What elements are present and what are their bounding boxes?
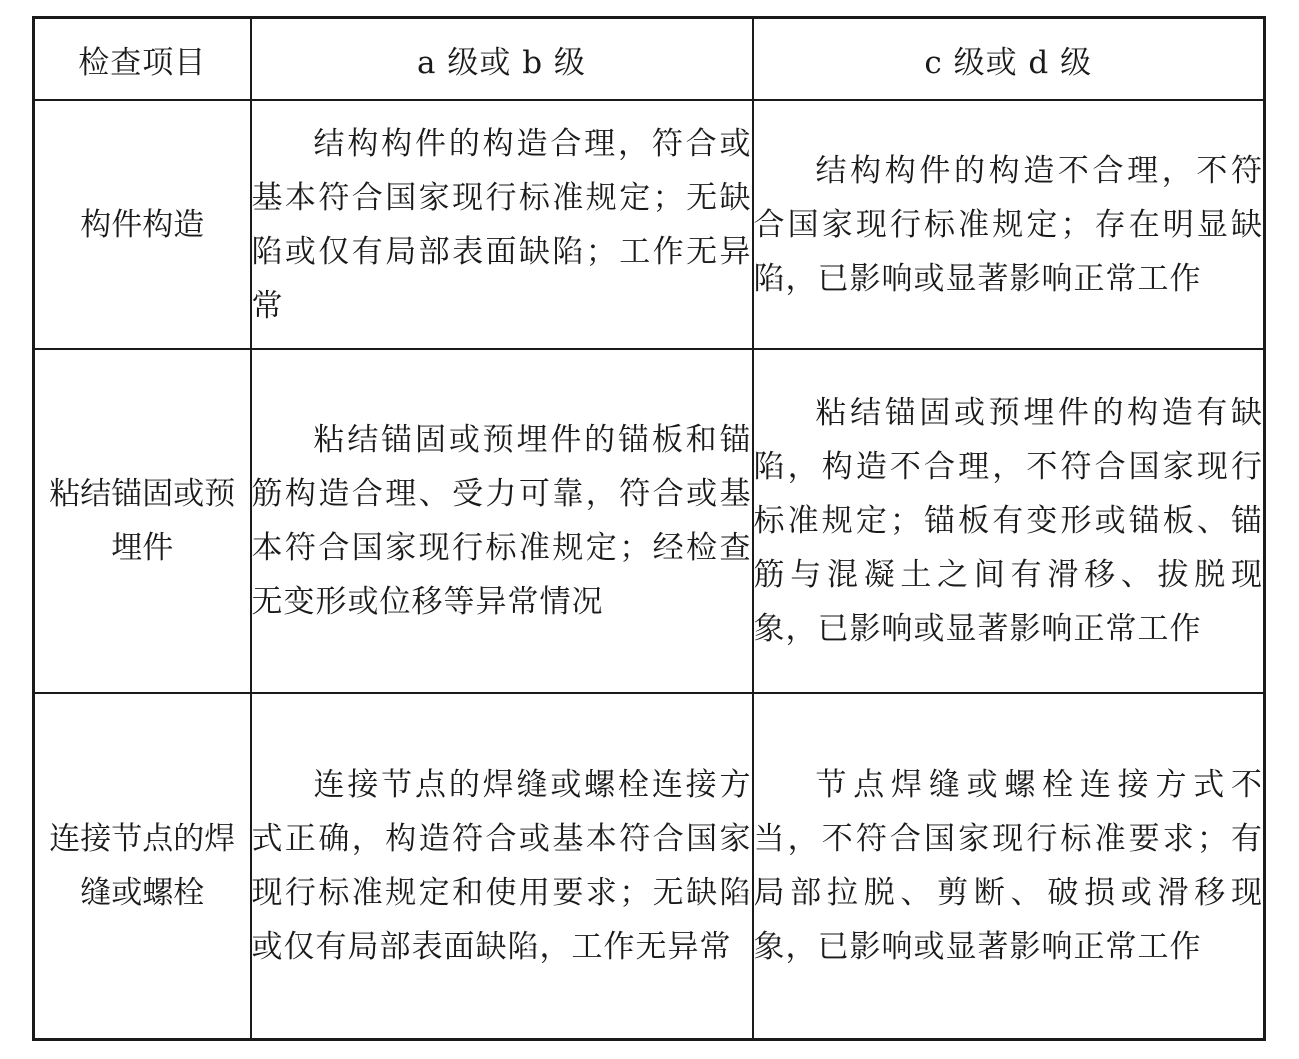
inspection-table <box>32 16 1266 1041</box>
row-grade-c-d-cell <box>753 100 1265 349</box>
row-grade-c-d-cell <box>753 349 1265 693</box>
header-inspection-item: 检查项目 <box>34 18 251 101</box>
grade-a-b-text: 粘结锚固或预埋件的锚板和锚筋构造合理、受力可靠，符合或基本符合国家现行标准规定；经检查无变形或位移等异常情况 <box>251 422 752 620</box>
row-grade-a-b-cell <box>251 349 753 693</box>
grade-a-b-text: 连接节点的焊缝或螺栓连接方式正确，构造符合或基本符合国家现行标准规定和使用要求；无缺陷或仅有局部表面缺陷，工作无异常 <box>251 767 752 965</box>
row-item-label: 构件构造 <box>34 100 251 349</box>
grade-c-d-text: 节点焊缝或螺栓连接方式不当，不符合国家现行标准要求；有局部拉脱、剪断、破损或滑移现象，已影响或显著影响正常工作 <box>753 767 1263 965</box>
row-item-label: 连接节点的焊缝或螺栓 <box>34 693 251 1040</box>
grade-c-d-text: 结构构件的构造不合理，不符合国家现行标准规定；存在明显缺陷，已影响或显著影响正常工作 <box>753 152 1263 297</box>
row-item-label: 粘结锚固或预埋件 <box>34 349 251 693</box>
table-row <box>34 100 1265 349</box>
header-grade-c-d: c 级或 d 级 <box>753 18 1265 101</box>
row-grade-a-b-cell <box>251 693 753 1040</box>
table-header-row <box>34 18 1265 101</box>
grade-a-b-text: 结构构件的构造合理，符合或基本符合国家现行标准规定；无缺陷或仅有局部表面缺陷；工作无异常 <box>251 125 752 324</box>
table-row <box>34 349 1265 693</box>
header-grade-a-b: a 级或 b 级 <box>251 18 753 101</box>
table-row <box>34 693 1265 1040</box>
row-grade-c-d-cell <box>753 693 1265 1040</box>
row-grade-a-b-cell <box>251 100 753 349</box>
grade-c-d-text: 粘结锚固或预埋件的构造有缺陷，构造不合理，不符合国家现行标准规定；锚板有变形或锚板、锚筋与混凝土之间有滑移、拔脱现象，已影响或显著影响正常工作 <box>753 395 1263 647</box>
